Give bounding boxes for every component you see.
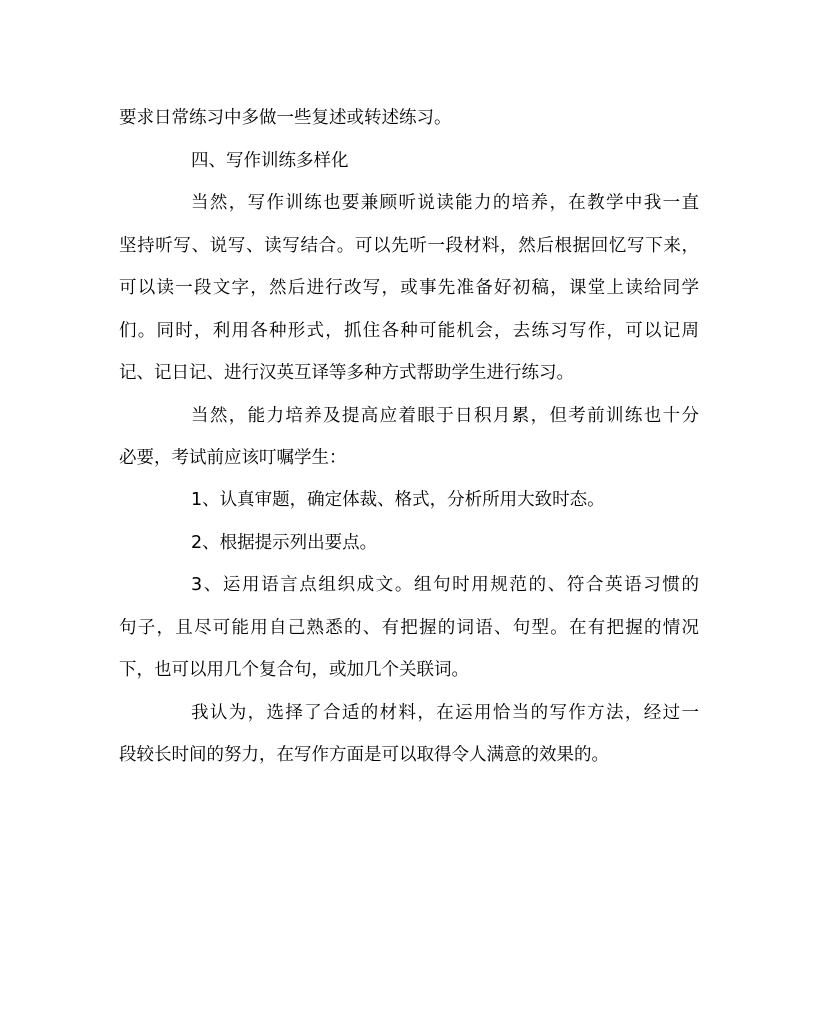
text-line: 必要，考试前应该叮嘱学生：: [119, 448, 347, 468]
text-line: 当然，写作训练也要兼顾听说读能力的培养，在教学中我一直: [191, 193, 699, 213]
list-item: 1、认真审题，确定体裁、格式，分析所用大致时态。: [191, 490, 605, 510]
text-line: 当然，能力培养及提高应着眼于日积月累，但考前训练也十分: [191, 406, 699, 426]
text-line: 坚持听写、说写、读写结合。可以先听一段材料，然后根据回忆写下来，: [119, 236, 699, 256]
list-item: 2、根据提示列出要点。: [191, 533, 378, 553]
text-line: 段较长时间的努力，在写作方面是可以取得令人满意的效果的。: [119, 745, 609, 765]
text-line: 可以读一段文字，然后进行改写，或事先准备好初稿，课堂上读给同学: [119, 278, 699, 298]
text-line: 们。同时，利用各种形式，抓住各种可能机会，去练习写作，可以记周: [119, 321, 699, 341]
text-line: 我认为，选择了合适的材料，在运用恰当的写作方法，经过一: [191, 703, 699, 723]
text-line: 要求日常练习中多做一些复述或转述练习。: [119, 108, 452, 128]
list-item: 3、运用语言点组织成文。组句时用规范的、符合英语习惯的: [191, 575, 699, 595]
text-line: 下，也可以用几个复合句，或加几个关联词。: [119, 660, 469, 680]
section-heading: 四、写作训练多样化: [191, 151, 349, 171]
text-line: 记、记日记、进行汉英互译等多种方式帮助学生进行练习。: [119, 363, 574, 383]
text-line: 句子，且尽可能用自己熟悉的、有把握的词语、句型。在有把握的情况: [119, 618, 699, 638]
